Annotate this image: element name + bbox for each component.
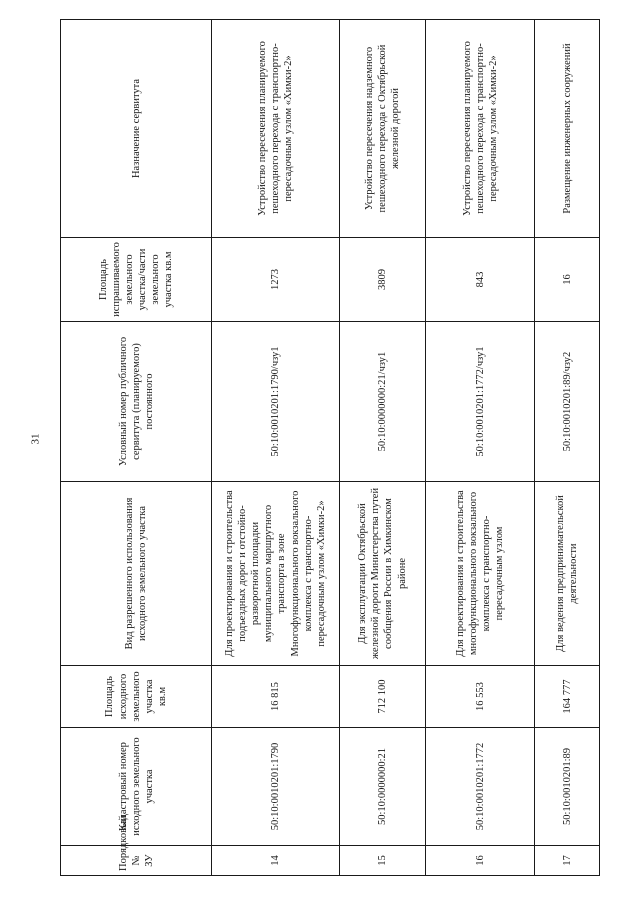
cell-cadastral: 50:10:0010201:1790 <box>212 728 339 846</box>
header-cadastral: Кадастровый номер исходного земельного участка <box>61 728 212 846</box>
cell-conditional-number: 50:10:0000000:21/чзу1 <box>339 322 426 482</box>
cell-index: 14 <box>212 846 339 876</box>
cell-index: 16 <box>426 846 535 876</box>
cell-area: 16 815 <box>212 666 339 728</box>
cell-requested-area: 1273 <box>212 238 339 322</box>
cell-index: 15 <box>339 846 426 876</box>
cell-cadastral: 50:10:0010201:1772 <box>426 728 535 846</box>
header-permitted-use: Вид разрешенного использования исходного земельного участка <box>61 482 212 666</box>
header-area: Площадь исходного земельного участка кв.м <box>61 666 212 728</box>
cell-index: 17 <box>535 846 600 876</box>
cell-requested-area: 16 <box>535 238 600 322</box>
page-number: 31 <box>29 433 42 445</box>
cell-purpose: Устройство пересечения планируемого пешеходного перехода с транспортно-пересадочным узлом «Химки-2» <box>212 20 339 238</box>
cell-area: 712 100 <box>339 666 426 728</box>
table-row <box>426 20 535 876</box>
cell-purpose: Размещение инженерных сооружений <box>535 20 600 238</box>
cell-cadastral: 50:10:0010201:89 <box>535 728 600 846</box>
cell-requested-area: 843 <box>426 238 535 322</box>
cell-area: 16 553 <box>426 666 535 728</box>
cell-permitted-use: Для ведения предпринимательской деятельности <box>535 482 600 666</box>
cell-permitted-use: Для эксплуатации Октябрьской железной дороги Министерства путей сообщения России в Химкинском районе <box>339 482 426 666</box>
table-row <box>339 20 426 876</box>
servitude-table <box>60 19 600 876</box>
cell-purpose: Устройство пересечения планируемого пешеходного перехода с транспортно-пересадочным узлом «Химки-2» <box>426 20 535 238</box>
table-sheet <box>60 20 600 876</box>
cell-conditional-number: 50:10:0010201:1790/чзу1 <box>212 322 339 482</box>
header-conditional-number: Условный номер публичного сервитута (планируемого) постоянного <box>61 322 212 482</box>
cell-permitted-use: Для проектирования и строительства подъездных дорог и отстойно-разворотной площадки муниципального маршрутного транспорта в зоне Многофункционального вокзального комплекса с транспортно-пересадочным узлом «Химки-2» <box>212 482 339 666</box>
cell-purpose: Устройство пересечения надземного пешеходного перехода с Октябрьской железной дорогой <box>339 20 426 238</box>
table-row <box>535 20 600 876</box>
cell-area: 164 777 <box>535 666 600 728</box>
header-requested-area: Площадь испрашиваемого земельного участка/части земельного участка кв.м <box>61 238 212 322</box>
table-row <box>212 20 339 876</box>
cell-conditional-number: 50:10:0010201:1772/чзу1 <box>426 322 535 482</box>
cell-conditional-number: 50:10:0010201:89/чзу2 <box>535 322 600 482</box>
header-purpose: Назначение сервитута <box>61 20 212 238</box>
table-container <box>60 20 600 876</box>
cell-cadastral: 50:10:0000000:21 <box>339 728 426 846</box>
header-index: Порядковый № ЗУ <box>61 846 212 876</box>
cell-requested-area: 3809 <box>339 238 426 322</box>
table-header-row <box>61 20 212 876</box>
cell-permitted-use: Для проектирования и строительства многофункционального вокзального комплекса с транспортно-пересадочным узлом <box>426 482 535 666</box>
